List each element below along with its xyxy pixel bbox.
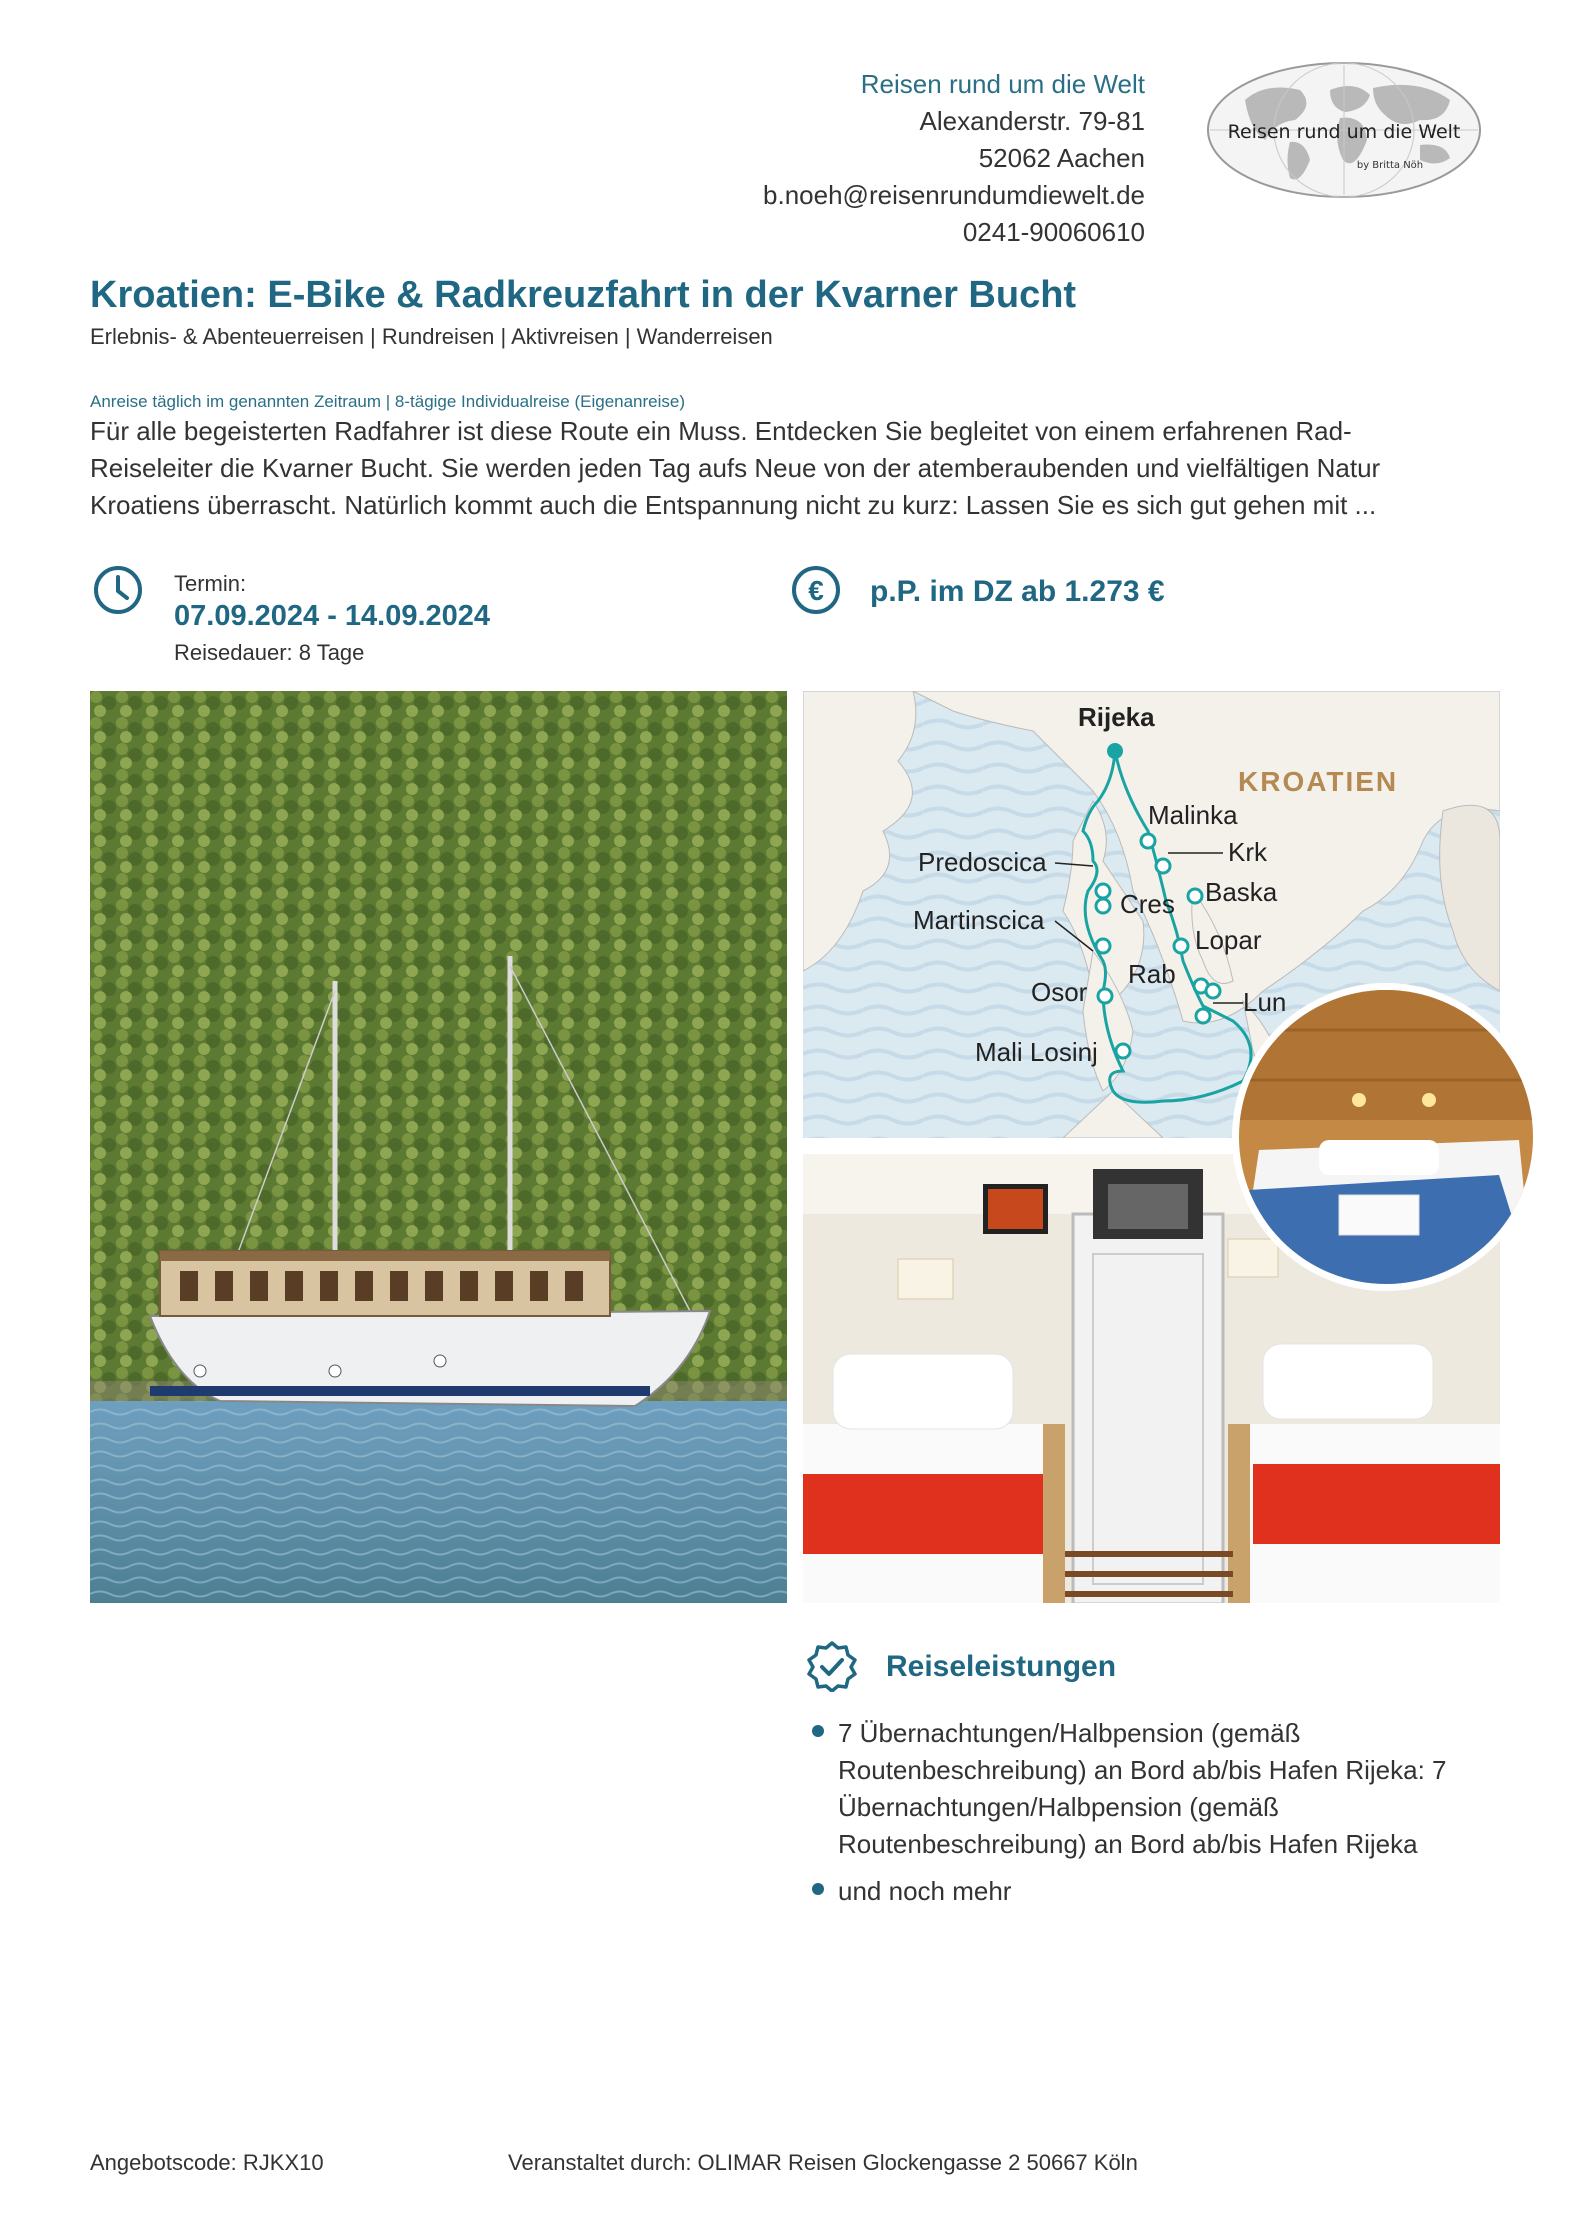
termin-label: Termin:	[174, 571, 247, 596]
trip-description: Für alle begeisterten Radfahrer ist diese Route ein Muss. Entdecken Sie begleitet von einem erfahrenen Rad-Reiseleiter die Kvarner Bucht. Sie werden jeden Tag aufs Neue von der atemberaubenden und vielfältigen Natur Kroatiens überrascht. Natürlich kommt auch die Entspannung nicht zu kurz: Lassen Sie es sich gut gehen mit ...	[90, 416, 1381, 520]
map-label-country: KROATIEN	[1238, 766, 1399, 797]
trip-categories: Erlebnis- & Abenteuerreisen | Rundreisen | Aktivreisen | Wanderreisen	[90, 324, 773, 349]
map-label-lun: Lun	[1243, 987, 1287, 1017]
logo-subtext: by Britta Nöh	[1356, 160, 1424, 171]
organizer: Veranstaltet durch: OLIMAR Reisen Glockengasse 2 50667 Köln	[508, 2150, 1138, 2175]
agency-logo	[1205, 60, 1483, 200]
trip-price: p.P. im DZ ab 1.273 €	[870, 575, 1165, 608]
leistung-text: 7 Übernachtungen/Halbpension (gemäß Routenbeschreibung) an Bord ab/bis Hafen Rijeka: 7 Übernachtungen/Halbpension (gemäß Routenbeschreibung) an Bord ab/bis Hafen Rijeka	[838, 1718, 1447, 1859]
map-label-malinka: Malinka	[1148, 800, 1238, 830]
map-label-lopar: Lopar	[1195, 925, 1262, 955]
trip-title: Kroatien: E-Bike & Radkreuzfahrt in der Kvarner Bucht	[90, 274, 1077, 316]
logo-text: Reisen rund um die Welt	[1227, 121, 1461, 143]
trip-duration: Reisedauer: 8 Tage	[174, 640, 365, 665]
map-label-osor: Osor	[1031, 977, 1088, 1007]
map-label-rab: Rab	[1128, 959, 1176, 989]
leistungen-list	[810, 1715, 1470, 1920]
check-badge-icon	[806, 1640, 858, 1692]
agency-street: Alexanderstr. 79-81	[919, 106, 1145, 136]
trip-subline: Anreise täglich im genannten Zeitraum | 8-tägige Individualreise (Eigenanreise)	[90, 392, 686, 411]
map-label-mali-losinj: Mali Losinj	[975, 1037, 1098, 1067]
list-item	[810, 1715, 1470, 1863]
euro-icon	[790, 564, 842, 616]
map-label-martinscica: Martinscica	[913, 905, 1045, 935]
map-label-baska: Baska	[1205, 877, 1278, 907]
ship-photo	[90, 691, 787, 1603]
agency-name: Reisen rund um die Welt	[860, 69, 1145, 99]
double-cabin-photo	[1232, 983, 1540, 1291]
termin-date: 07.09.2024 - 14.09.2024	[174, 600, 491, 632]
map-label-predoscica: Predoscica	[918, 847, 1047, 877]
map-label-rijeka: Rijeka	[1078, 702, 1155, 732]
agency-address	[763, 66, 1145, 251]
agency-city: 52062 Aachen	[978, 143, 1145, 173]
clock-icon	[92, 564, 144, 616]
agency-phone[interactable]: 0241-90060610	[962, 217, 1145, 247]
rijeka-marker	[1107, 743, 1123, 759]
leistungen-title: Reiseleistungen	[886, 1650, 1117, 1683]
map-label-cres: Cres	[1120, 889, 1175, 919]
list-item	[810, 1873, 1470, 1910]
agency-email[interactable]: b.noeh@reisenrundumdiewelt.de	[763, 180, 1145, 210]
map-label-krk: Krk	[1228, 837, 1267, 867]
svg-text:€: €	[808, 575, 824, 606]
bullet-icon	[812, 1883, 824, 1895]
bullet-icon	[812, 1725, 824, 1737]
leistung-text: und noch mehr	[838, 1876, 1012, 1906]
offer-code: Angebotscode: RJKX10	[90, 2150, 324, 2175]
